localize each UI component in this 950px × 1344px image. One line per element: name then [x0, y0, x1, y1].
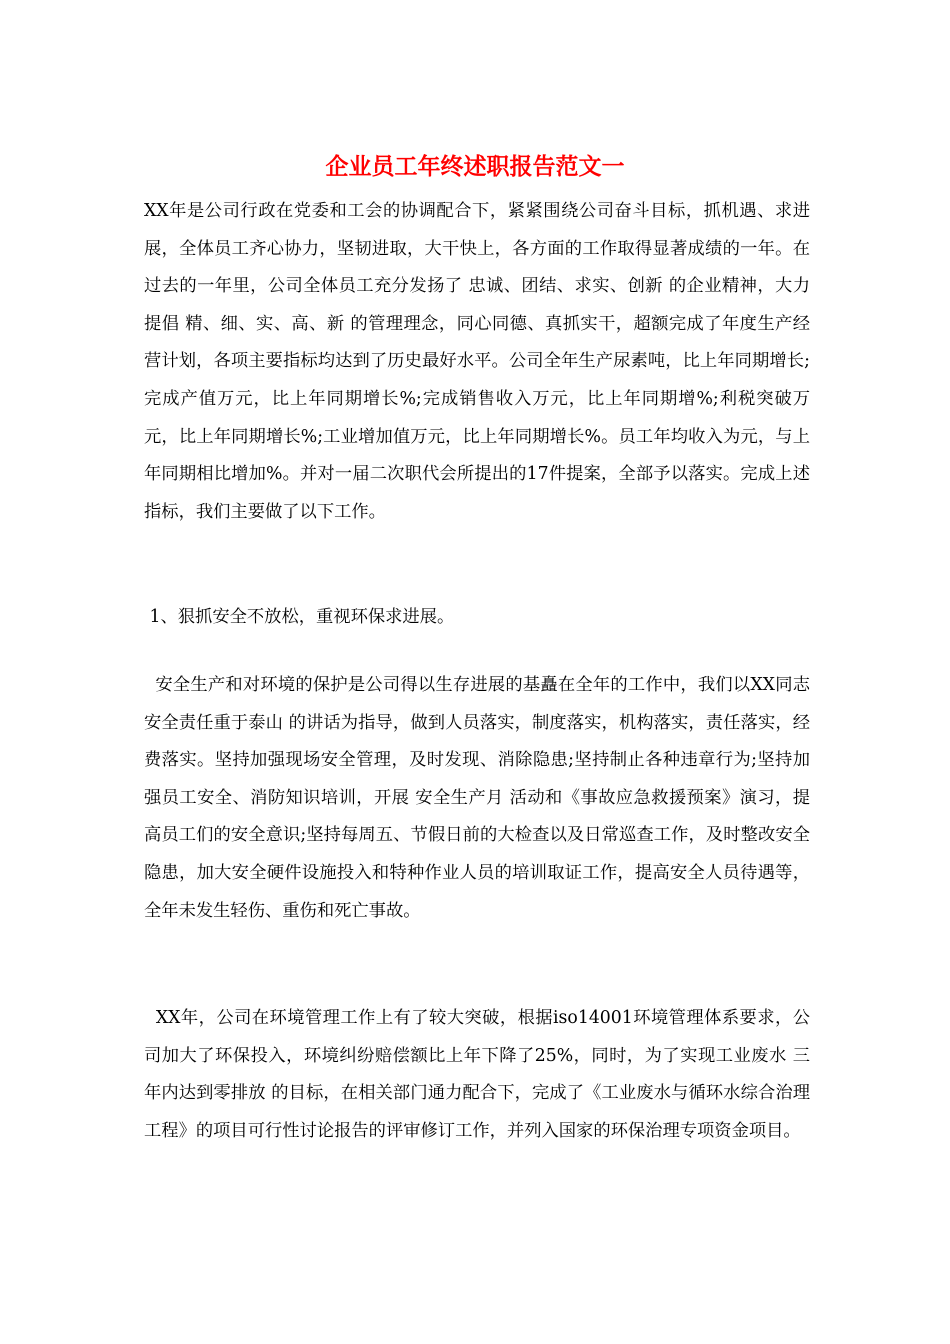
- paragraph-intro: XX年是公司行政在党委和工会的协调配合下，紧紧围绕公司奋斗目标，抓机遇、求进展，全体员工齐心协力，坚韧进取，大干快上，各方面的工作取得显著成绩的一年。在过去的一年里，公司全体员工充分发扬了 忠诚、团结、求实、创新 的企业精神，大力提倡 精、细、实、高、新 的管理理念，同心同德、真抓实干，超额完成了年度生产经营计划，各项主要指标均达到了历史最好水平。公司全年生产尿素吨，比上年同期增长;完成产值万元，比上年同期增长%;完成销售收入万元，比上年同期增%;利税突破万元，比上年同期增长%;工业增加值万元，比上年同期增长%。员工年均收入为元，与上年同期相比增加%。并对一届二次职代会所提出的17件提案，全部予以落实。完成上述指标，我们主要做了以下工作。: [144, 201, 810, 522]
- section-heading-safety: 1、狠抓安全不放松，重视环保求进展。: [144, 607, 455, 627]
- paragraph-environment: XX年，公司在环境管理工作上有了较大突破，根据iso14001环境管理体系要求，公司加大了环保投入，环境纠纷赔偿额比上年下降了25%，同时，为了实现工业废水 三年内达到零排放 的目标，在相关部门通力配合下，完成了《工业废水与循环水综合治理工程》的项目可行性讨论报告的评审修订工作，并列入国家的环保治理专项资金项目。: [144, 1008, 810, 1141]
- paragraph-safety: 安全生产和对环境的保护是公司得以生存进展的基矗在全年的工作中，我们以XX同志 安全责任重于泰山 的讲话为指导，做到人员落实，制度落实，机构落实，责任落实，经费落实。坚持加强现场安全管理，及时发现、消除隐患;坚持制止各种违章行为;坚持加强员工安全、消防知识培训，开展 安全生产月 活动和《事故应急救援预案》演习，提高员工们的安全意识;坚持每周五、节假日前的大检查以及日常巡查工作，及时整改安全隐患，加大安全硬件设施投入和特种作业人员的培训取证工作，提高安全人员待遇等，全年未发生轻伤、重伤和死亡事故。: [144, 675, 816, 921]
- document-title: 企业员工年终述职报告范文一: [325, 153, 625, 180]
